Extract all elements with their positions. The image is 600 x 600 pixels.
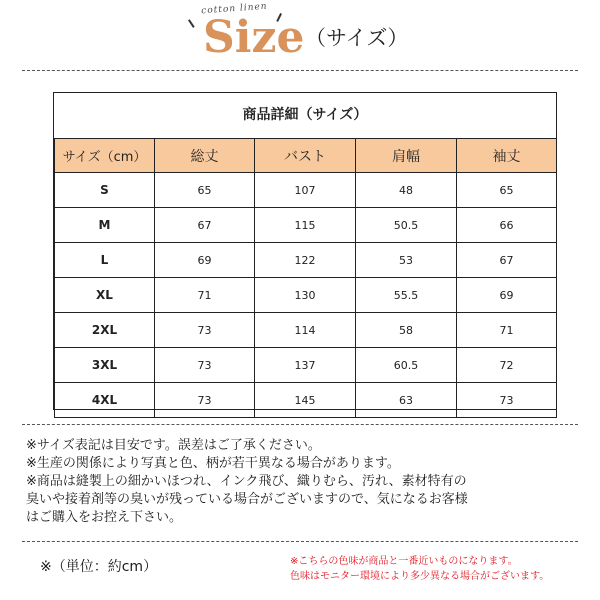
size-cell: 2XL: [55, 313, 155, 348]
table-row: [55, 208, 557, 243]
bust-cell: 122: [255, 243, 356, 278]
bust-cell: 145: [255, 383, 356, 418]
table-row: [55, 243, 557, 278]
bust-cell: 130: [255, 278, 356, 313]
size-table: [54, 138, 557, 418]
note-line: ※商品は縫製上の細かいほつれ、インク飛び、織りむら、汚れ、素材特有の: [26, 474, 467, 489]
unit-note: ※（単位：約cm）: [40, 559, 158, 575]
sleeve-cell: 65: [457, 173, 557, 208]
bust-cell: 114: [255, 313, 356, 348]
table-row: [55, 383, 557, 418]
bottom-divider: [22, 541, 578, 542]
size-cell: 4XL: [55, 383, 155, 418]
table-row: [55, 278, 557, 313]
length-cell: 73: [155, 348, 255, 383]
size-table-frame: [53, 92, 557, 410]
shoulder-cell: 60.5: [356, 348, 457, 383]
note-line: ※サイズ表記は目安です。誤差はご了承ください。: [26, 438, 321, 453]
shoulder-cell: 53: [356, 243, 457, 278]
notes-block: [26, 437, 586, 527]
size-cell: L: [55, 243, 155, 278]
table-title: 商品詳細（サイズ）: [242, 107, 368, 123]
length-cell: 69: [155, 243, 255, 278]
size-cell: 3XL: [55, 348, 155, 383]
shoulder-cell: 50.5: [356, 208, 457, 243]
middle-divider: [22, 424, 578, 425]
color-warning: [290, 554, 590, 584]
note-line: 臭いや接着剤等の臭いが残っている場合がございますので、気になるお客様: [26, 492, 468, 507]
length-cell: 73: [155, 383, 255, 418]
sleeve-cell: 73: [457, 383, 557, 418]
shoulder-cell: 48: [356, 173, 457, 208]
brand-arc-text: cotton linen: [200, 1, 268, 17]
column-header-size: サイズ（cm）: [55, 139, 155, 173]
sleeve-cell: 66: [457, 208, 557, 243]
size-cell: M: [55, 208, 155, 243]
size-cell: XL: [55, 278, 155, 313]
column-header-shoulder: 肩幅: [356, 139, 457, 173]
table-row: [55, 348, 557, 383]
sleeve-cell: 69: [457, 278, 557, 313]
length-cell: 65: [155, 173, 255, 208]
bust-cell: 115: [255, 208, 356, 243]
note-line: はご購入をお控え下さい。: [26, 510, 183, 525]
length-cell: 73: [155, 313, 255, 348]
note-line: ※生産の関係により写真と色、柄が若干異なる場合があります。: [26, 456, 400, 471]
length-cell: 71: [155, 278, 255, 313]
column-header-sleeve: 袖丈: [457, 139, 557, 173]
bust-cell: 137: [255, 348, 356, 383]
sleeve-cell: 71: [457, 313, 557, 348]
length-cell: 67: [155, 208, 255, 243]
page-subtitle: （サイズ）: [305, 26, 409, 50]
sleeve-cell: 72: [457, 348, 557, 383]
shoulder-cell: 63: [356, 383, 457, 418]
bust-cell: 107: [255, 173, 356, 208]
tick-mark-left: [188, 19, 195, 28]
sleeve-cell: 67: [457, 243, 557, 278]
top-divider: [22, 70, 578, 71]
header: [0, 0, 600, 70]
shoulder-cell: 58: [356, 313, 457, 348]
column-header-length: 総丈: [155, 139, 255, 173]
table-row: [55, 313, 557, 348]
color-warning-line: ※こちらの色味が商品と一番近いものになります。: [290, 556, 518, 567]
table-header-row: [55, 139, 557, 173]
table-row: [55, 173, 557, 208]
column-header-bust: バスト: [255, 139, 356, 173]
page-title: Size: [203, 12, 305, 63]
size-cell: S: [55, 173, 155, 208]
color-warning-line: 色味はモニター環境により多少異なる場合がございます。: [290, 571, 550, 582]
shoulder-cell: 55.5: [356, 278, 457, 313]
